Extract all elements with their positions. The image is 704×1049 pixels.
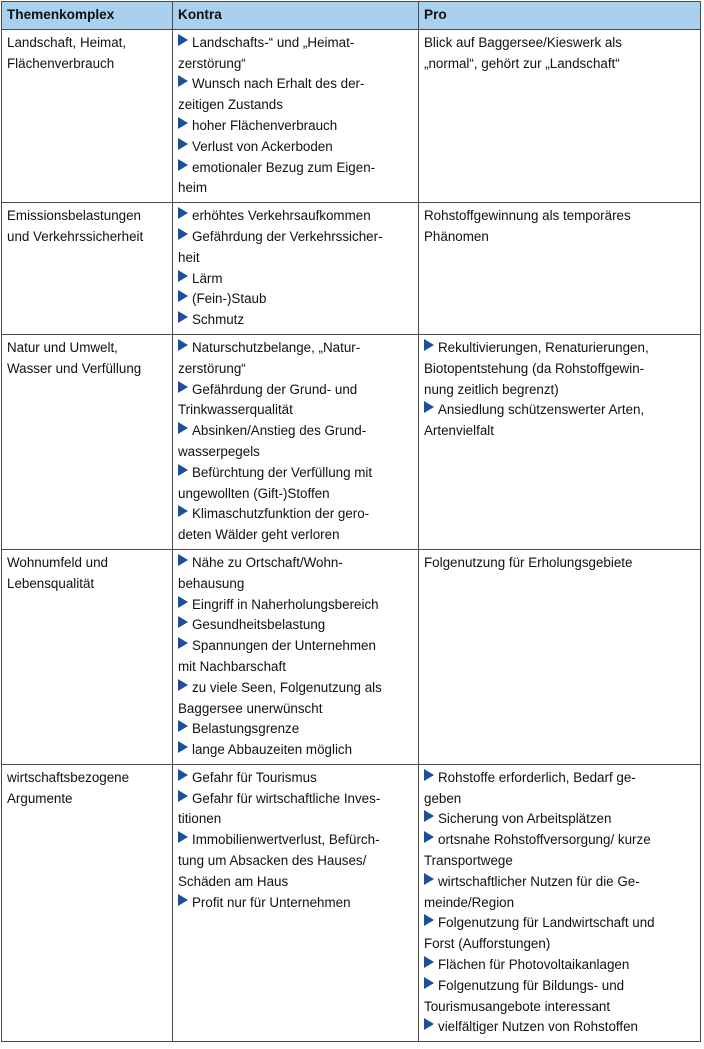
header-row	[2, 2, 701, 30]
pro-item-text: Rohstoffe erforderlich, Bedarf ge- geben	[424, 769, 636, 806]
table-row	[2, 29, 701, 202]
pro-item	[424, 872, 695, 914]
triangle-right-icon	[178, 422, 188, 434]
table-row	[2, 764, 701, 1041]
contra-item-text: Verlust von Ackerboden	[192, 138, 333, 154]
pro-item	[424, 830, 695, 872]
pro-item-text: Folgenutzung für Bildungs- und Tourismusangebote interessant	[424, 977, 625, 1014]
triangle-right-icon	[178, 596, 188, 608]
triangle-right-icon	[178, 769, 188, 781]
topic-cell	[2, 549, 173, 764]
contra-item	[178, 636, 413, 678]
topic-label: Wohnumfeld und Lebensqualität	[7, 554, 108, 591]
triangle-right-icon	[178, 831, 188, 843]
triangle-right-icon	[178, 138, 188, 150]
contra-item-text: Gesundheitsbelastung	[192, 617, 326, 633]
pro-item	[424, 400, 695, 442]
contra-item	[178, 289, 413, 310]
pro-item	[424, 913, 695, 955]
contra-cell	[173, 334, 419, 549]
contra-cell	[173, 549, 419, 764]
triangle-right-icon	[178, 637, 188, 649]
contra-item-text: Gefahr für Tourismus	[192, 769, 317, 785]
contra-item	[178, 595, 413, 616]
pro-text: Blick auf Baggersee/Kieswerk als „normal“, gehört zur „Landschaft“	[424, 34, 622, 71]
topic-cell	[2, 334, 173, 549]
triangle-right-icon	[424, 339, 434, 351]
triangle-right-icon	[178, 381, 188, 393]
contra-item-text: emotionaler Bezug zum Eigen- heim	[178, 159, 376, 196]
triangle-right-icon	[178, 505, 188, 517]
triangle-right-icon	[178, 464, 188, 476]
contra-item	[178, 380, 413, 422]
contra-item-text: Belastungsgrenze	[192, 721, 300, 737]
topic-cell	[2, 203, 173, 335]
pro-item	[424, 1017, 695, 1038]
contra-item	[178, 33, 413, 75]
contra-item-text: Eingriff in Naherholungsbereich	[192, 596, 379, 612]
contra-item	[178, 137, 413, 158]
header-themenkomplex: Themenkomplex	[2, 2, 173, 30]
contra-item-text: Gefährdung der Verkehrssicher- heit	[178, 228, 383, 265]
triangle-right-icon	[178, 290, 188, 302]
triangle-right-icon	[178, 616, 188, 628]
pro-item	[424, 809, 695, 830]
contra-cell	[173, 203, 419, 335]
contra-item	[178, 338, 413, 380]
contra-item	[178, 830, 413, 892]
triangle-right-icon	[178, 894, 188, 906]
contra-item-text: Gefährdung der Grund- und Trinkwasserqualität	[178, 381, 358, 418]
triangle-right-icon	[424, 401, 434, 413]
contra-item-text: Absinken/Anstieg des Grund- wasserpegels	[178, 423, 367, 459]
contra-item	[178, 768, 413, 789]
contra-item-text: Wunsch nach Erhalt des der- zeitigen Zustands	[178, 76, 365, 113]
contra-item	[178, 615, 413, 636]
contra-item	[178, 310, 413, 331]
triangle-right-icon	[178, 34, 188, 46]
table-row	[2, 549, 701, 764]
triangle-right-icon	[178, 679, 188, 691]
contra-item	[178, 719, 413, 740]
header-kontra: Kontra	[173, 2, 419, 30]
contra-item-text: erhöhtes Verkehrsaufkommen	[192, 208, 371, 224]
triangle-right-icon	[178, 554, 188, 566]
pro-cell	[419, 549, 701, 764]
contra-item	[178, 504, 413, 546]
topic-label: Natur und Umwelt, Wasser und Verfüllung	[7, 339, 142, 376]
triangle-right-icon	[178, 159, 188, 171]
contra-item	[178, 553, 413, 595]
triangle-right-icon	[178, 720, 188, 732]
contra-item-text: zu viele Seen, Folgenutzung als Baggersee unerwünscht	[178, 679, 382, 716]
contra-item	[178, 206, 413, 227]
contra-item-text: Schmutz	[192, 312, 245, 328]
contra-item-text: Nähe zu Ortschaft/Wohn- behausung	[178, 554, 343, 591]
table-row	[2, 203, 701, 335]
pro-text: Folgenutzung für Erholungsgebiete	[424, 554, 633, 570]
topic-label: wirtschaftsbezogene Argumente	[7, 769, 130, 806]
header-pro: Pro	[419, 2, 701, 30]
contra-item-text: Befürchtung der Verfüllung mit ungewollten (Gift-)Stoffen	[178, 464, 373, 501]
contra-item-text: (Fein-)Staub	[192, 291, 267, 307]
pro-item-text: Sicherung von Arbeitsplätzen	[438, 811, 612, 827]
contra-item-text: lange Abbauzeiten möglich	[192, 742, 353, 758]
triangle-right-icon	[178, 207, 188, 219]
topic-label: Emissionsbelastungen und Verkehrssicherheit	[7, 208, 144, 244]
topic-cell	[2, 764, 173, 1041]
triangle-right-icon	[178, 339, 188, 351]
contra-item	[178, 893, 413, 914]
contra-item-text: Gefahr für wirtschaftliche Inves- titionen	[178, 790, 381, 827]
pro-item-text: wirtschaftlicher Nutzen für die Ge- meinde/Region	[424, 873, 640, 910]
triangle-right-icon	[178, 270, 188, 282]
contra-item-text: Lärm	[192, 270, 223, 286]
contra-item	[178, 227, 413, 269]
contra-cell	[173, 764, 419, 1041]
table-body	[2, 29, 701, 1041]
topic-label: Landschaft, Heimat, Flächenverbrauch	[7, 34, 127, 71]
pro-cell	[419, 334, 701, 549]
pro-item-text: ortsnahe Rohstoffversorgung/ kurze Transportwege	[424, 832, 651, 869]
table-row	[2, 334, 701, 549]
contra-item	[178, 740, 413, 761]
contra-item	[178, 269, 413, 290]
triangle-right-icon	[178, 790, 188, 802]
contra-cell	[173, 29, 419, 202]
pro-item-text: Folgenutzung für Landwirtschaft und Forst (Aufforstungen)	[424, 915, 655, 952]
pro-cell	[419, 764, 701, 1041]
contra-item	[178, 74, 413, 116]
pro-item-text: Ansiedlung schützenswerter Arten, Artenvielfalt	[424, 402, 645, 439]
triangle-right-icon	[178, 117, 188, 129]
triangle-right-icon	[178, 75, 188, 87]
contra-item	[178, 158, 413, 200]
contra-item-text: Profit nur für Unternehmen	[192, 894, 351, 910]
triangle-right-icon	[424, 873, 434, 885]
pro-item	[424, 976, 695, 1018]
contra-item	[178, 116, 413, 137]
contra-item-text: Immobilienwertverlust, Befürch- tung um Absacken des Hauses/ Schäden am Haus	[178, 832, 380, 889]
contra-item-text: Spannungen der Unternehmen mit Nachbarschaft	[178, 638, 376, 674]
triangle-right-icon	[424, 977, 434, 989]
contra-item-text: Landschafts-“ und „Heimat- zerstörung“	[178, 34, 355, 71]
pro-item-text: vielfältiger Nutzen von Rohstoffen	[438, 1019, 638, 1035]
triangle-right-icon	[424, 769, 434, 781]
pro-item	[424, 955, 695, 976]
pro-cell	[419, 29, 701, 202]
triangle-right-icon	[178, 228, 188, 240]
contra-item-text: hoher Flächenverbrauch	[192, 117, 338, 133]
triangle-right-icon	[424, 810, 434, 822]
triangle-right-icon	[424, 956, 434, 968]
pro-item	[424, 338, 695, 400]
triangle-right-icon	[178, 741, 188, 753]
pro-cell	[419, 203, 701, 335]
topic-cell	[2, 29, 173, 202]
triangle-right-icon	[424, 831, 434, 843]
contra-item	[178, 789, 413, 831]
pro-item-text: Rekultivierungen, Renaturierungen, Biotopentstehung (da Rohstoffgewin- nung zeitlich begrenzt)	[424, 339, 649, 397]
contra-item	[178, 421, 413, 463]
pro-item	[424, 768, 695, 810]
pro-text: Rohstoffgewinnung als temporäres Phänomen	[424, 208, 631, 244]
triangle-right-icon	[424, 1018, 434, 1030]
pro-item-text: Flächen für Photovoltaikanlagen	[438, 957, 630, 973]
triangle-right-icon	[424, 914, 434, 926]
arguments-table	[1, 1, 701, 1042]
contra-item-text: Naturschutzbelange, „Natur- zerstörung“	[178, 339, 361, 376]
triangle-right-icon	[178, 311, 188, 323]
contra-item	[178, 678, 413, 720]
contra-item	[178, 463, 413, 505]
contra-item-text: Klimaschutzfunktion der gero- deten Wälder geht verloren	[178, 506, 370, 543]
